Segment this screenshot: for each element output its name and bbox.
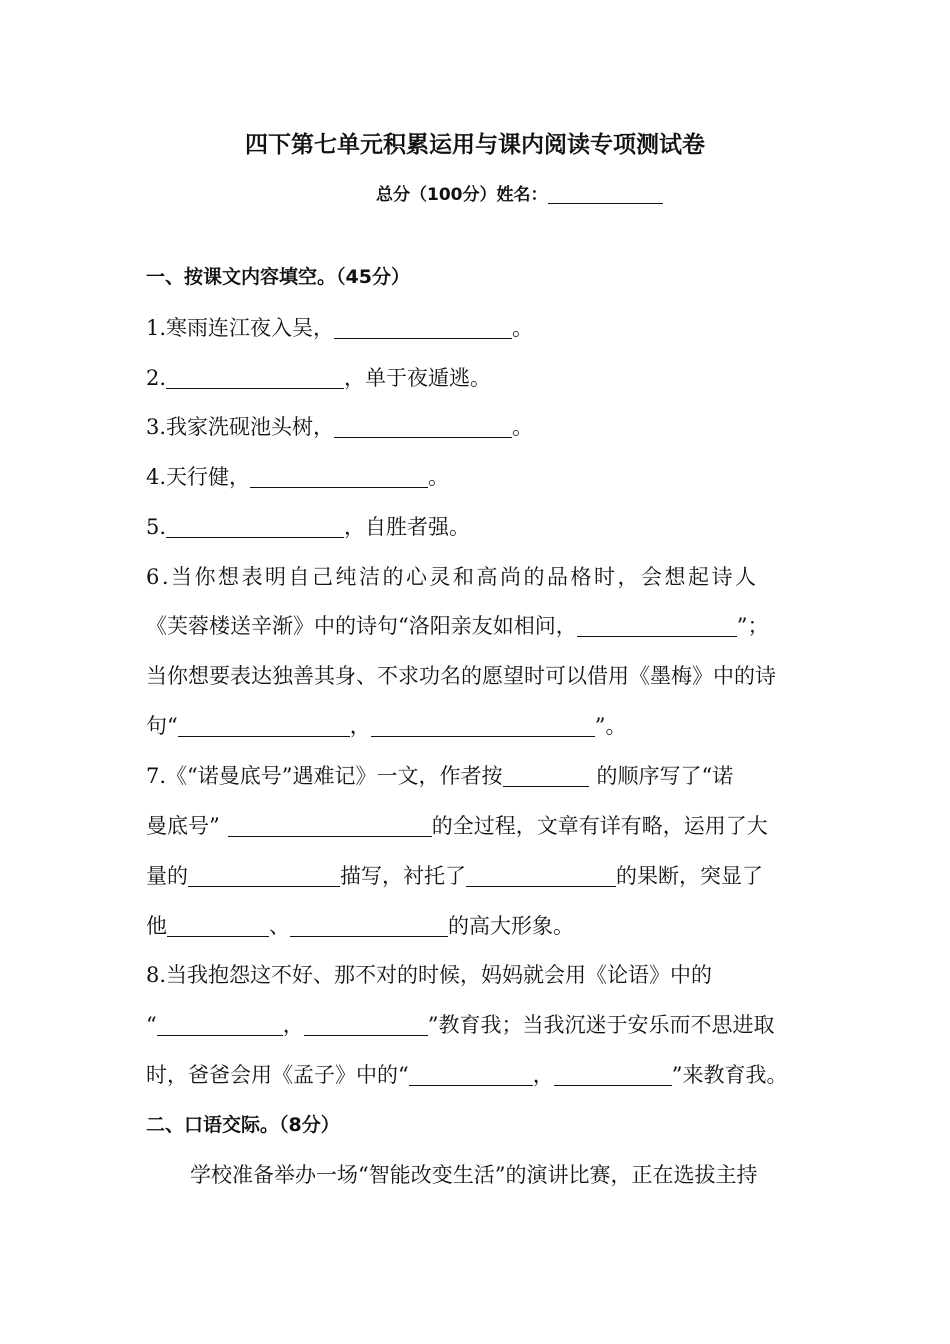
question-6-line-1: 6.当你想表明自己纯洁的心灵和高尚的品格时，会想起诗人 [146, 565, 759, 589]
q7-l3-end: 的果断，突显了 [616, 864, 763, 888]
question-1 [146, 313, 533, 343]
q5-text: 5. [146, 515, 167, 539]
question-8-line-1: 8.当我抱怨这不好、那不对的时候，妈妈就会用《论语》中的 [146, 963, 713, 987]
q6-comma: ， [349, 714, 371, 738]
q6-blank-2[interactable] [178, 714, 350, 737]
section-1-heading: 一、按课文内容填空。（45分） [146, 266, 410, 288]
q6-quote-end: ”； [736, 614, 769, 638]
q6-blank-1[interactable] [577, 614, 737, 637]
q2-blank[interactable] [166, 366, 344, 389]
question-7-line-4 [146, 911, 574, 941]
q7-l1-end: 的顺序写了“诺 [596, 764, 734, 788]
q7-l4-sep: 、 [269, 914, 290, 938]
q4-end: 。 [428, 465, 450, 489]
q6-text: 《芙蓉楼送辛渐》中的诗句“洛阳亲友如相问， [146, 614, 577, 638]
question-8-line-2 [146, 1010, 774, 1040]
q3-text: 3.我家洗砚池头树， [146, 415, 335, 439]
question-8-line-3 [146, 1060, 788, 1090]
q1-blank[interactable] [334, 316, 512, 339]
q7-blank-2[interactable] [228, 814, 432, 837]
q6-l4-end: ”。 [594, 714, 627, 738]
q3-end: 。 [512, 415, 534, 439]
name-blank[interactable] [548, 181, 663, 204]
question-2 [146, 363, 491, 393]
q7-blank-4[interactable] [466, 864, 616, 887]
q7-l4-start: 他 [146, 914, 167, 938]
q5-blank[interactable] [166, 515, 344, 538]
q1-text: 1.寒雨连江夜入吴， [146, 316, 335, 340]
question-3 [146, 412, 533, 442]
q8-l3-end: ”来教育我。 [671, 1063, 788, 1087]
q8-blank-4[interactable] [554, 1063, 672, 1086]
q4-blank[interactable] [250, 465, 428, 488]
q7-text: 7.《“诺曼底号”遇难记》一文，作者按 [146, 764, 503, 788]
question-7-line-1 [146, 761, 733, 791]
question-7-line-2 [146, 811, 768, 841]
q7-blank-1[interactable] [503, 764, 589, 787]
q8-l2-start: “ [146, 1013, 157, 1037]
q6-l4-start: 句“ [146, 714, 178, 738]
q7-l3-mid: 描写，衬托了 [340, 864, 466, 888]
q8-l3-start: 时，爸爸会用《孟子》中的“ [146, 1063, 409, 1087]
q7-blank-6[interactable] [290, 914, 448, 937]
q3-blank[interactable] [334, 415, 512, 438]
q6-blank-3[interactable] [371, 714, 595, 737]
score-name-line [376, 180, 663, 205]
q8-comma-1: ， [282, 1013, 304, 1037]
question-5 [146, 512, 470, 542]
q5-end: ，自胜者强。 [344, 515, 471, 539]
q1-end: 。 [512, 316, 534, 340]
q2-end: ，单于夜遁逃。 [344, 366, 492, 390]
question-4 [146, 462, 449, 492]
q7-l4-end: 的高大形象。 [448, 914, 574, 938]
q7-blank-5[interactable] [167, 914, 269, 937]
q7-l3-start: 量的 [146, 864, 188, 888]
question-7-line-3 [146, 861, 763, 891]
section-2-paragraph: 学校准备举办一场“智能改变生活”的演讲比赛，正在选拔主持 [190, 1163, 758, 1187]
q7-blank-3[interactable] [188, 864, 340, 887]
q2-text: 2. [146, 366, 167, 390]
question-6-line-4 [146, 711, 627, 741]
q8-blank-3[interactable] [409, 1063, 533, 1086]
question-6-line-3: 当你想要表达独善其身、不求功名的愿望时可以借用《墨梅》中的诗 [146, 664, 776, 688]
q4-text: 4.天行健， [146, 465, 251, 489]
q8-comma-2: ， [532, 1063, 554, 1087]
q8-blank-1[interactable] [157, 1013, 283, 1036]
q8-l2-end: ”教育我；当我沉迷于安乐而不思进取 [427, 1013, 775, 1037]
q7-l2-start: 曼底号” [146, 814, 220, 838]
q7-l2-end: 的全过程，文章有详有略，运用了大 [431, 814, 768, 838]
score-label: 总分（100分）姓名： [376, 185, 548, 205]
question-6-line-2 [146, 611, 768, 641]
page-title: 四下第七单元积累运用与课内阅读专项测试卷 [245, 132, 705, 158]
q8-blank-2[interactable] [304, 1013, 428, 1036]
section-2-heading: 二、口语交际。（8分） [146, 1114, 340, 1136]
